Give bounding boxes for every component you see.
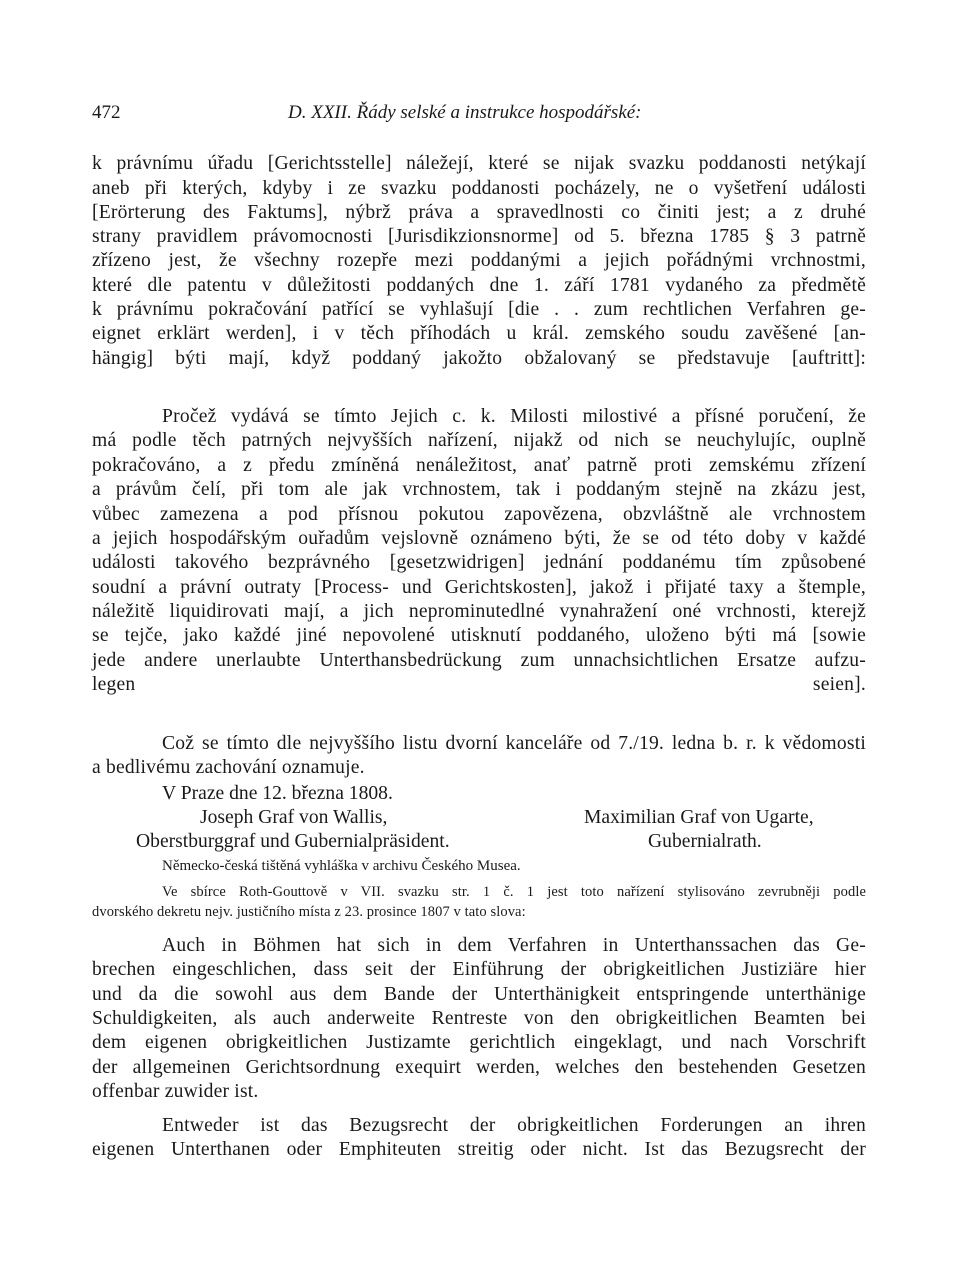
paragraph-1-line: zřízeno jest, že všechny rozepře mezi poddanými a jejich pořádnými vrchnostmi,: [92, 250, 866, 271]
signature-left-name: Joseph Graf von Wallis,: [200, 807, 388, 828]
page-header: [92, 102, 872, 128]
paragraph-4-line: dem eigenen obrigkeitlichen Justizamte gerichtlich eingeklagt, und nach Vorschrift: [92, 1032, 866, 1053]
signature-right-name: Maximilian Graf von Ugarte,: [584, 807, 814, 828]
paragraph-2-line: události takového bezprávného [gesetzwidrigen] jednání poddanému tím způsobené: [92, 552, 866, 573]
small-note-line: Ve sbírce Roth-Gouttově v VII. svazku str. 1 č. 1 jest toto nařízení stylisováno zevrubněji podle: [162, 884, 866, 900]
paragraph-1-line: strany pravidlem právomocnosti [Jurisdikzionsnorme] od 5. března 1785 § 3 patrně: [92, 226, 866, 247]
paragraph-2-line: náležitě liquidirovati mají, a jich neprominutedlné vynahražení oné vrchnosti, kterejž: [92, 601, 866, 622]
paragraph-4-line: Schuldigkeiten, als auch anderweite Rentreste von den obrigkeitlichen Beamten bei: [92, 1008, 866, 1029]
paragraph-3-line: Což se tímto dle nejvyššího listu dvorní kanceláře od 7./19. ledna b. r. k vědomosti: [162, 733, 866, 754]
running-title: D. XXII. Řády selské a instrukce hospodářské:: [288, 102, 642, 123]
paragraph-2-line: pokračováno, a z předu zmíněná nenáležitost, anať patrně proti zemskému zřízení: [92, 455, 866, 476]
paragraph-1-line: které dle patentu v důležitosti poddaných dne 1. září 1781 vydaného za předmětě: [92, 275, 866, 296]
paragraph-4-line: Auch in Böhmen hat sich in dem Verfahren in Unterthanssachen das Ge-: [162, 935, 866, 956]
page-number: 472: [92, 102, 121, 123]
paragraph-5-line: eigenen Unterthanen oder Emphiteuten streitig oder nicht. Ist das Bezugsrecht der: [92, 1139, 866, 1160]
paragraph-2-line: a jejich hospodářským ouřadům vejslovně oznámeno býti, že se od této doby v každé: [92, 528, 866, 549]
paragraph-2-line: legen seien].: [92, 674, 866, 695]
paragraph-3-line: a bedlivému zachování oznamuje.: [92, 757, 365, 778]
paragraph-4-line: der allgemeinen Gerichtsordnung exequirt werden, welches den bestehenden Gesetzen: [92, 1057, 866, 1078]
signature-right-title: Gubernialrath.: [648, 831, 762, 852]
paragraph-2-line: soudní a právní outraty [Process- und Gerichtskosten], jakož i přijaté taxy a štemple,: [92, 577, 866, 598]
paragraph-1-line: eignet erklärt werden], i v těch příhodách u král. zemského soudu zavěšené [an-: [92, 323, 866, 344]
paragraph-5-line: Entweder ist das Bezugsrecht der obrigkeitlichen Forderungen an ihren: [162, 1115, 866, 1136]
paragraph-1-line: aneb při kterých, kdyby i ze svazku poddanosti pocházely, ne o vyšetření události: [92, 178, 866, 199]
paragraph-2-line: má podle těch patrných nejvyšších nařízení, nijakž od nich se neuchylujíc, ouplně: [92, 430, 866, 451]
paragraph-1-line: k právnímu úřadu [Gerichtsstelle] náležejí, které se nijak svazku poddanosti netýkají: [92, 153, 866, 174]
paragraph-1-line: [Erörterung des Faktums], nýbrž práva a spravedlnosti co činiti jest; a z druhé: [92, 202, 866, 223]
paragraph-2-line: vůbec zamezena a pod přísnou pokutou zapovězena, obzvláštně ale vrchnostem: [92, 504, 866, 525]
paragraph-2-line: a právům čelí, při tom ale jak vrchnostem, tak i poddaným stejně na zkázu jest,: [92, 479, 866, 500]
source-note: Německo-česká tištěná vyhláška v archivu Českého Musea.: [162, 858, 521, 874]
paragraph-1-line: hängig] býti mají, když poddaný jakožto obžalovaný se představuje [auftritt]:: [92, 348, 866, 369]
signature-left-title: Oberstburggraf und Gubernialpräsident.: [136, 831, 450, 852]
paragraph-4-line: und da die sowohl aus dem Bande der Unterthänigkeit entspringende unterthänige: [92, 984, 866, 1005]
paragraph-4-line: brechen eingeschlichen, dass seit der Einführung der obrigkeitlichen Justiziäre hier: [92, 959, 866, 980]
paragraph-2-line: Pročež vydává se tímto Jejich c. k. Milosti milostivé a přísné poručení, že: [162, 406, 866, 427]
paragraph-2-line: jede andere unerlaubte Unterthansbedrückung zum unnachsichtlichen Ersatze aufzu-: [92, 650, 866, 671]
paragraph-4-line: offenbar zuwider ist.: [92, 1081, 259, 1102]
paragraph-2-line: se tejče, jako každé jiné nepovolené utisknutí poddaného, uloženo býti má [sowie: [92, 625, 866, 646]
paragraph-1-line: k právnímu pokračování patřící se vyhlašují [die . . zum rechtlichen Verfahren ge-: [92, 299, 866, 320]
date-line: V Praze dne 12. března 1808.: [162, 783, 393, 804]
small-note-line: dvorského dekretu nejv. justičního místa z 23. prosince 1807 v tato slova:: [92, 904, 526, 920]
